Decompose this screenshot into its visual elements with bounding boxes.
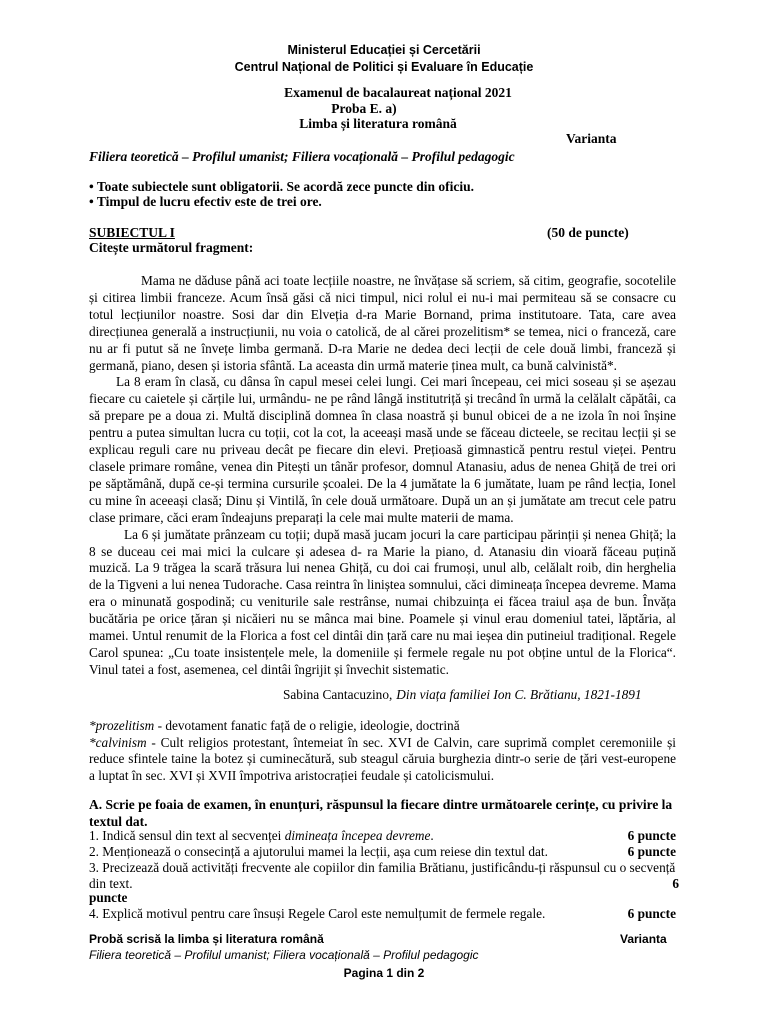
subject-points: (50 de puncte) — [547, 225, 629, 240]
fragment-paragraph-3: La 6 și jumătate prânzeam cu toții; după masă jucam jocuri la care participau părinții și nenea Ghiță; la 8 se duceau cei mai mici la culcare și adesea d- ra Marie la piano, d. Atanasiu din vioară făceau puțină muzică. La 9 trăgea la scară trăsura lui nenea Ghiță, cu doi cai frumoși, unul alb, celălalt roib, din herghelia de la Tigveni a lui nenea Tudorache. Casa reintra în liniștea somnului, căci dimineața începea devreme. Mama era o minunată gospodină; cu veniturile sale restrânse, numai chibzuința ei făcea traiul așa de bun. Învăța bucătăria pe orice țăran și nicăieri nu se mânca mai bine. Poamele și vinul erau domeniul tatei, lăptăria, al mamei. Untul renumit de la Florica a fost cel dintâi din țară care nu mai ieșea din putineiul tradițional. Regele Carol spunea: „Cu toate insistențele mele, la domeniile și fermele regale nu pot obține untul de la Florica“. Vinul tatei a fost, asemenea, cel dintâi îngrijit și învechit sistematic. — [89, 526, 676, 677]
requirement-text-end: . — [430, 828, 434, 843]
requirement-4 — [89, 906, 676, 922]
requirement-text: 2. Menționează o consecință a ajutorului mamei la lecții, așa cum reiese din textul dat. — [89, 844, 548, 859]
exam-title: Examenul de bacalaureat național 2021 — [284, 85, 512, 100]
requirements-heading: A. Scrie pe foaia de examen, în enunțuri, răspunsul la fiecare dintre următoarele cerințe, cu privire la textul dat. — [89, 797, 673, 829]
center-title: Centrul Național de Politici și Evaluare în Educație — [234, 60, 534, 74]
source-book: Din viața familiei Ion C. Brătianu, 1821-1891 — [396, 687, 642, 702]
varianta-label: Varianta — [566, 131, 617, 146]
note-term: *calvinism — [89, 734, 147, 750]
requirement-text: 3. Precizează două activități frecvente ale copiilor din familia Brătianu, justificându-ți răspunsul cu o secvență din text. — [89, 860, 676, 892]
rule-time: • Timpul de lucru efectiv este de trei ore. — [89, 194, 322, 209]
page-number: Pagina 1 din 2 — [343, 966, 425, 980]
subject-heading — [89, 225, 637, 241]
note-prozelitism — [89, 718, 676, 735]
source-author: Sabina Cantacuzino, — [283, 687, 393, 702]
rule-mandatory: • Toate subiectele sunt obligatorii. Se acordă zece puncte din oficiu. — [89, 179, 474, 194]
requirement-2 — [89, 844, 676, 860]
proba-title: Proba E. a) — [331, 101, 397, 116]
note-definition: - devotament fanatic față de o religie, ideologie, doctrină — [154, 718, 460, 733]
filiera-line: Filiera teoretică – Profilul umanist; Filiera vocațională – Profilul pedagogic — [89, 149, 515, 164]
requirement-3 — [89, 860, 679, 893]
requirement-points: 6 puncte — [627, 906, 676, 921]
requirement-quote: dimineața începea devreme — [284, 828, 431, 843]
fragment-paragraph-2: La 8 eram în clasă, cu dânsa în capul mesei celei lungi. Cei mari începeau, cei mici soseau și se așezau fiecare cu caietele și cărțile lui, urmându- ne pe rând lângă institutriță și trecând în urmă la celălalt căpătâi, ca să prepare pe a doua zi. Multă disciplină domnea în clasa noastră și bunul obicei de a ne izola în noi înșine pentru a putea simultan lucra cu toții, cot la cot, la aceeași masă unde se făceau dicteele, se recitau lecții și se explicau reguli care nu priveau decât pe fiecare din elevi. Prețioasă gimnastică pentru restul vieței. Pentru clasele primare române, venea din Pitești un tânăr profesor, domnul Atanasiu, adus de nenea Ghiță de trei ori pe săptămână, după ce-și termina cursurile școalei. De la 4 jumătate la 6 jumătate, luam pe rând lecția, Ionel cu mine în aceeași clasă; Dinu și Vintilă, în cele două următoare. După un an și jumătate am trecut cele patru clase primare, căci eram îndeajuns preparați la cele mai multe materii de mama. — [89, 374, 676, 525]
requirement-text: 1. Indică sensul din text al secvenței — [89, 828, 285, 843]
fragment-source — [283, 687, 642, 703]
footer-filiera: Filiera teoretică – Profilul umanist; Filiera vocațională – Profilul pedagogic — [89, 948, 479, 962]
requirement-3-points-word: puncte — [89, 890, 128, 905]
subject-title: Limba și literatura română — [299, 116, 457, 131]
fragment-text — [89, 273, 676, 679]
glossary-notes — [89, 718, 676, 784]
note-definition: - Cult religios protestant, întemeiat în sec. XVI de Calvin, care suprimă complet ceremoniile și reduce sfintele taine la botez și cuminecătură, sub steagul căruia burghezia dintr-o serie de țări vest-europene a luptat în sec. XVI și XVII împotriva aristocrației feudale și catolicismului. — [89, 734, 676, 783]
requirement-text: 4. Explică motivul pentru care însuși Regele Carol este nemulțumit de fermele regale. — [89, 906, 546, 921]
requirement-points-number: 6 — [672, 876, 679, 891]
note-calvinism — [89, 735, 676, 785]
reading-instruction: Citește următorul fragment: — [89, 240, 254, 255]
requirement-1 — [89, 828, 676, 844]
footer-exam-name: Probă scrisă la limba și literatura română — [89, 932, 324, 946]
fragment-paragraph-1: Mama ne dăduse până aci toate lecțiile noastre, ne învățase să scriem, să citim, geografie, socotelile și citirea limbii franceze. Acum însă găsi că nici timpul, nici rolul ei nu-i mai permiteau să se consacre cu totul lecțiunilor noastre. Sosi dar din Elveția d-ra Marie Bornand, prima institutoare. Tata, care avea direcțiunea generală a instrucțiunii, nu voia o catolică, de al cărei prozelitism* se temea, nici o franceză, care nu ar fi putut să ne învețe limba germană. D-ra Marie ne dedea deci lecții de cele două limbi, franceză și germană, piano, desen și istoria sfântă. La aceasta din urmă materie ținea mult, ca bună calvinistă*. — [89, 273, 676, 373]
footer-varianta: Varianta — [620, 932, 667, 946]
note-term: *prozelitism — [89, 718, 155, 733]
subject-title: SUBIECTUL I — [89, 225, 175, 240]
ministry-title: Ministerul Educației și Cercetării — [287, 43, 481, 57]
requirement-points: 6 puncte — [627, 844, 676, 859]
requirement-points: 6 puncte — [627, 828, 676, 843]
